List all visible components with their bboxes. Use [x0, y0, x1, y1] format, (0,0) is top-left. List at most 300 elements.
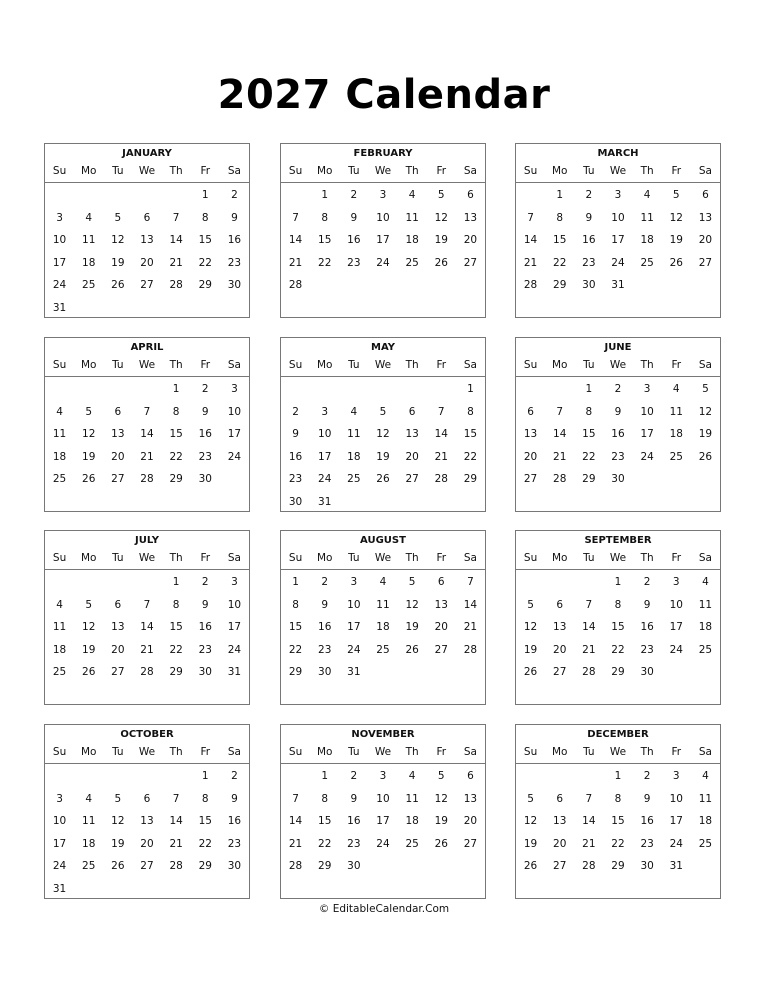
- month-name: FEBRUARY: [353, 148, 413, 159]
- week-row: [45, 834, 249, 854]
- month-march: [515, 143, 721, 318]
- day-cell: 22: [198, 837, 212, 850]
- day-cell: [281, 379, 310, 399]
- weekday-header: [45, 359, 249, 377]
- day-cell: 8: [614, 792, 622, 805]
- weekday-label: Sa: [463, 359, 477, 371]
- day-cell: 7: [292, 792, 299, 805]
- day-cell: [691, 662, 720, 682]
- day-cell: 26: [82, 666, 96, 679]
- day-cell: 1: [585, 383, 593, 395]
- day-cell: 3: [56, 792, 63, 805]
- day-cell: 13: [434, 598, 448, 611]
- weekday-label: We: [609, 746, 627, 758]
- day-cell: [427, 275, 456, 295]
- day-cell: 1: [172, 383, 180, 395]
- day-cell: [45, 766, 74, 786]
- footer-copyright: © EditableCalendar.Com: [318, 903, 450, 915]
- day-cell: 15: [288, 621, 303, 634]
- day-cell: 10: [669, 598, 683, 611]
- day-cell: [220, 879, 249, 899]
- day-cell: 15: [198, 234, 212, 247]
- day-cell: 12: [434, 211, 448, 224]
- day-cell: 1: [321, 770, 329, 782]
- day-cell: 19: [111, 837, 125, 850]
- day-cell: 7: [172, 792, 180, 805]
- weekday-label: Tu: [112, 746, 124, 758]
- weekday-header: [281, 746, 485, 764]
- day-cell: 7: [292, 211, 299, 224]
- day-cell: 8: [467, 405, 474, 418]
- day-cell: 10: [52, 234, 67, 247]
- day-cell: 13: [463, 211, 478, 224]
- weekday-label: Mo: [551, 746, 568, 758]
- weekday-label: Tu: [112, 552, 124, 564]
- day-cell: 13: [140, 234, 154, 247]
- day-cell: 29: [169, 473, 183, 486]
- weekday-header: [516, 552, 720, 570]
- day-cell: 9: [643, 598, 651, 611]
- day-cell: [162, 185, 191, 205]
- day-cell: 22: [169, 643, 183, 656]
- day-cell: 21: [140, 643, 154, 656]
- day-cell: 20: [140, 256, 154, 269]
- day-cell: 5: [672, 189, 680, 201]
- day-cell: 8: [292, 598, 299, 611]
- day-cell: 12: [523, 815, 538, 828]
- day-cell: [281, 185, 310, 205]
- day-cell: [398, 856, 427, 876]
- day-cell: 23: [198, 450, 212, 463]
- day-cell: 22: [611, 837, 625, 850]
- day-cell: 14: [582, 621, 596, 634]
- day-cell: 25: [52, 666, 67, 679]
- day-cell: 22: [582, 450, 596, 463]
- day-cell: 7: [585, 792, 593, 805]
- week-row: [516, 447, 720, 467]
- day-cell: [74, 879, 103, 899]
- day-cell: 17: [376, 234, 390, 247]
- day-cell: 2: [643, 770, 651, 782]
- day-cell: 25: [376, 643, 390, 656]
- weekday-label: Fr: [671, 359, 682, 371]
- weekday-header: [516, 359, 720, 377]
- day-cell: 25: [698, 837, 713, 850]
- day-cell: 17: [669, 815, 683, 828]
- day-cell: 19: [434, 234, 448, 247]
- day-cell: 30: [227, 860, 242, 873]
- day-cell: 6: [467, 770, 474, 782]
- weekday-label: We: [374, 552, 392, 564]
- day-cell: 18: [52, 643, 67, 656]
- day-cell: 15: [611, 815, 625, 828]
- day-cell: 15: [318, 234, 332, 247]
- day-cell: 8: [201, 792, 209, 805]
- day-cell: 24: [669, 643, 683, 656]
- week-row: [281, 253, 485, 273]
- day-cell: 10: [318, 428, 332, 441]
- day-cell: [162, 879, 191, 899]
- month-september: [515, 530, 721, 705]
- day-cell: 26: [698, 450, 713, 463]
- week-row: [45, 856, 249, 876]
- day-cell: 7: [467, 576, 474, 588]
- day-cell: 4: [408, 770, 416, 782]
- day-cell: 1: [201, 189, 209, 201]
- day-cell: 14: [523, 234, 538, 247]
- day-cell: 17: [347, 621, 361, 634]
- day-cell: 24: [611, 256, 625, 269]
- day-cell: 28: [169, 279, 183, 292]
- day-cell: 23: [611, 450, 625, 463]
- day-cell: 5: [85, 598, 93, 611]
- week-row: [281, 789, 485, 809]
- weekday-label: Tu: [112, 359, 124, 371]
- day-cell: 10: [52, 815, 67, 828]
- day-cell: [691, 469, 720, 489]
- week-row: [45, 424, 249, 444]
- day-cell: 23: [318, 643, 332, 656]
- day-cell: 21: [463, 621, 478, 634]
- day-cell: [162, 766, 191, 786]
- day-cell: [74, 379, 103, 399]
- week-row: [281, 595, 485, 615]
- day-cell: 29: [198, 279, 212, 292]
- day-cell: [162, 298, 191, 318]
- day-cell: 11: [669, 405, 683, 418]
- day-cell: 27: [111, 666, 125, 679]
- day-cell: 28: [523, 279, 538, 292]
- month-may: [280, 337, 486, 512]
- month-november: [280, 724, 486, 899]
- day-cell: 4: [672, 383, 680, 395]
- day-cell: 12: [434, 792, 448, 805]
- day-cell: 31: [52, 883, 67, 895]
- day-cell: 5: [114, 211, 122, 224]
- day-cell: 8: [321, 792, 329, 805]
- day-cell: 3: [350, 576, 358, 588]
- weekday-label: We: [374, 359, 392, 371]
- day-cell: [339, 379, 368, 399]
- day-cell: 26: [434, 256, 448, 269]
- day-cell: [574, 572, 603, 592]
- day-cell: 23: [288, 473, 303, 486]
- day-cell: 3: [672, 770, 680, 782]
- weekday-label: Su: [523, 359, 538, 371]
- weekday-label: Tu: [348, 359, 360, 371]
- day-cell: 22: [611, 643, 625, 656]
- weekday-label: Th: [405, 165, 419, 177]
- day-cell: 20: [553, 643, 567, 656]
- day-cell: 21: [434, 450, 448, 463]
- day-cell: 30: [318, 666, 332, 679]
- day-cell: 17: [227, 428, 242, 441]
- day-cell: 2: [614, 383, 622, 395]
- day-cell: 21: [523, 256, 538, 269]
- day-cell: 31: [227, 666, 242, 679]
- day-cell: [427, 492, 456, 512]
- day-cell: 11: [698, 598, 713, 611]
- day-cell: 9: [292, 428, 299, 441]
- day-cell: 12: [523, 621, 538, 634]
- week-row: [281, 492, 485, 512]
- day-cell: 16: [611, 428, 625, 441]
- day-cell: 14: [140, 428, 154, 441]
- day-cell: 27: [698, 256, 713, 269]
- day-cell: 31: [611, 279, 625, 292]
- day-cell: 19: [523, 643, 538, 656]
- day-cell: 13: [405, 428, 419, 441]
- day-cell: [456, 662, 485, 682]
- day-cell: 30: [582, 279, 596, 292]
- day-cell: 24: [669, 837, 683, 850]
- day-cell: 25: [669, 450, 683, 463]
- day-cell: 8: [556, 211, 564, 224]
- day-cell: 30: [640, 666, 654, 679]
- weekday-label: Th: [169, 552, 183, 564]
- day-cell: 3: [643, 383, 651, 395]
- day-cell: 29: [198, 860, 212, 873]
- day-cell: [545, 766, 574, 786]
- day-cell: 10: [640, 405, 654, 418]
- day-cell: 5: [85, 405, 93, 418]
- day-cell: 8: [172, 598, 180, 611]
- day-cell: 12: [111, 234, 125, 247]
- day-cell: [633, 275, 662, 295]
- weekday-label: Su: [288, 165, 303, 177]
- day-cell: 24: [227, 643, 242, 656]
- day-cell: 28: [553, 473, 567, 486]
- day-cell: 2: [585, 189, 593, 201]
- week-row: [45, 789, 249, 809]
- week-row: [45, 662, 249, 682]
- day-cell: [339, 275, 368, 295]
- day-cell: 23: [227, 837, 242, 850]
- day-cell: 30: [198, 473, 212, 486]
- week-row: [516, 834, 720, 854]
- day-cell: 28: [463, 643, 478, 656]
- day-cell: 27: [553, 860, 567, 873]
- weekday-label: Fr: [200, 746, 211, 758]
- weekday-label: Th: [405, 359, 419, 371]
- day-cell: 11: [405, 211, 419, 224]
- day-cell: 6: [556, 598, 564, 611]
- week-row: [516, 811, 720, 831]
- day-cell: 8: [201, 211, 209, 224]
- weekday-label: We: [609, 359, 627, 371]
- weekday-label: Su: [523, 165, 538, 177]
- day-cell: 19: [405, 621, 419, 634]
- day-cell: 16: [582, 234, 596, 247]
- weekday-label: Th: [405, 746, 419, 758]
- day-cell: 2: [321, 576, 329, 588]
- weekday-label: Th: [169, 359, 183, 371]
- day-cell: 20: [111, 450, 125, 463]
- weekday-label: We: [138, 746, 156, 758]
- day-cell: [368, 275, 397, 295]
- day-cell: 7: [437, 405, 445, 418]
- day-cell: 6: [702, 189, 709, 201]
- weekday-label: Mo: [551, 359, 568, 371]
- day-cell: 2: [201, 576, 209, 588]
- day-cell: 29: [318, 860, 332, 873]
- weekday-label: Mo: [80, 165, 97, 177]
- week-row: [45, 469, 249, 489]
- day-cell: 15: [198, 815, 212, 828]
- day-cell: 27: [140, 279, 154, 292]
- day-cell: 23: [198, 643, 212, 656]
- day-cell: 14: [288, 234, 303, 247]
- day-cell: 7: [143, 405, 151, 418]
- day-cell: 6: [408, 405, 416, 418]
- day-cell: 1: [614, 770, 622, 782]
- weekday-label: Sa: [463, 165, 477, 177]
- weekday-label: Th: [640, 552, 654, 564]
- weekday-label: Sa: [698, 359, 712, 371]
- weekday-label: Th: [640, 746, 654, 758]
- weekday-label: Tu: [348, 552, 360, 564]
- day-cell: 23: [640, 643, 654, 656]
- day-cell: 22: [198, 256, 212, 269]
- weekday-header: [45, 552, 249, 570]
- week-row: [281, 185, 485, 205]
- day-cell: 28: [434, 473, 448, 486]
- day-cell: 10: [669, 792, 683, 805]
- weekday-label: Sa: [227, 746, 241, 758]
- day-cell: 28: [288, 860, 303, 873]
- day-cell: 22: [553, 256, 567, 269]
- day-cell: 28: [140, 473, 154, 486]
- day-cell: 11: [82, 234, 96, 247]
- weekday-label: Mo: [316, 552, 333, 564]
- day-cell: 26: [669, 256, 683, 269]
- day-cell: 5: [379, 405, 387, 418]
- weekday-label: Tu: [583, 746, 595, 758]
- day-cell: 5: [114, 792, 122, 805]
- day-cell: [662, 469, 691, 489]
- day-cell: 25: [52, 473, 67, 486]
- day-cell: 22: [169, 450, 183, 463]
- day-cell: [103, 298, 132, 318]
- day-cell: 8: [585, 405, 593, 418]
- day-cell: [74, 298, 103, 318]
- day-cell: 19: [698, 428, 713, 441]
- week-row: [45, 572, 249, 592]
- month-name: AUGUST: [360, 535, 406, 546]
- day-cell: 17: [318, 450, 332, 463]
- day-cell: 16: [198, 428, 212, 441]
- day-cell: 17: [376, 815, 390, 828]
- day-cell: [310, 379, 339, 399]
- day-cell: 2: [231, 770, 238, 782]
- day-cell: 16: [198, 621, 212, 634]
- week-row: [516, 595, 720, 615]
- day-cell: [662, 275, 691, 295]
- weekday-label: Fr: [200, 359, 211, 371]
- day-cell: 10: [227, 598, 242, 611]
- week-row: [281, 617, 485, 637]
- week-row: [45, 447, 249, 467]
- week-row: [281, 811, 485, 831]
- day-cell: 10: [376, 792, 390, 805]
- day-cell: 3: [614, 189, 622, 201]
- month-name: SEPTEMBER: [584, 535, 652, 546]
- day-cell: [132, 879, 161, 899]
- day-cell: 29: [553, 279, 567, 292]
- day-cell: 6: [143, 792, 151, 805]
- day-cell: [691, 275, 720, 295]
- day-cell: 2: [350, 189, 358, 201]
- day-cell: 20: [405, 450, 419, 463]
- day-cell: [516, 379, 545, 399]
- day-cell: [662, 662, 691, 682]
- weekday-label: Th: [169, 746, 183, 758]
- day-cell: 24: [52, 279, 67, 292]
- day-cell: [368, 492, 397, 512]
- day-cell: [281, 766, 310, 786]
- weekday-label: Fr: [200, 165, 211, 177]
- day-cell: 11: [698, 792, 713, 805]
- day-cell: 22: [463, 450, 478, 463]
- week-row: [281, 856, 485, 876]
- day-cell: 29: [463, 473, 478, 486]
- week-row: [45, 879, 249, 899]
- week-row: [516, 856, 720, 876]
- day-cell: 30: [640, 860, 654, 873]
- day-cell: 5: [527, 598, 534, 611]
- day-cell: 16: [227, 815, 242, 828]
- day-cell: 4: [702, 770, 709, 782]
- day-cell: [103, 185, 132, 205]
- day-cell: [516, 766, 545, 786]
- day-cell: 9: [201, 405, 209, 418]
- day-cell: 16: [347, 234, 361, 247]
- day-cell: 18: [698, 815, 713, 828]
- day-cell: 18: [347, 450, 361, 463]
- week-row: [516, 572, 720, 592]
- day-cell: 16: [318, 621, 332, 634]
- day-cell: 29: [611, 666, 625, 679]
- day-cell: 30: [198, 666, 212, 679]
- day-cell: 31: [318, 496, 332, 508]
- day-cell: 26: [434, 837, 448, 850]
- day-cell: 3: [672, 576, 680, 588]
- weekday-label: Fr: [436, 165, 447, 177]
- day-cell: 20: [553, 837, 567, 850]
- day-cell: 9: [643, 792, 651, 805]
- week-row: [45, 402, 249, 422]
- month-name: JUNE: [604, 342, 632, 353]
- weekday-label: Su: [523, 552, 538, 564]
- day-cell: 24: [640, 450, 654, 463]
- day-cell: 9: [350, 211, 358, 224]
- day-cell: 21: [288, 837, 303, 850]
- day-cell: 18: [405, 234, 419, 247]
- day-cell: 7: [527, 211, 534, 224]
- weekday-label: Mo: [551, 552, 568, 564]
- day-cell: 14: [463, 598, 478, 611]
- day-cell: 26: [82, 473, 96, 486]
- day-cell: 17: [227, 621, 242, 634]
- day-cell: 13: [698, 211, 713, 224]
- weekday-header: [516, 165, 720, 183]
- day-cell: 31: [669, 860, 683, 873]
- day-cell: 12: [698, 405, 713, 418]
- day-cell: 6: [467, 189, 474, 201]
- day-cell: [45, 185, 74, 205]
- day-cell: 18: [82, 837, 96, 850]
- day-cell: [398, 492, 427, 512]
